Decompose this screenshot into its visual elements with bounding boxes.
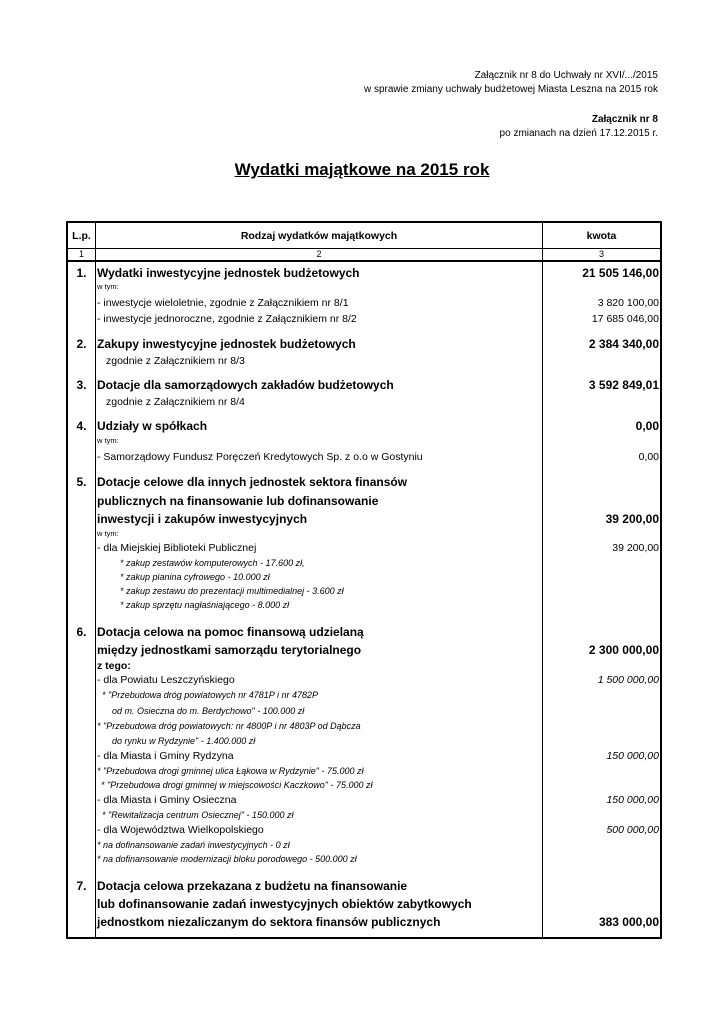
col-header-lp: L.p.: [72, 230, 91, 242]
section-3-lp: 3.: [76, 378, 87, 392]
section-6-sub-2a: * "Przebudowa drogi gminnej ulica Łąkowa w Rydzynie" - 75.000 zł: [97, 766, 364, 776]
section-6-sub-3a: * "Rewitalizacja centrum Osiecznej" - 150.000 zł: [102, 810, 294, 820]
section-6-item-3: - dla Miasta i Gminy Osieczna: [97, 794, 237, 806]
section-1-item-1-amount: 3 820 100,00: [597, 297, 659, 309]
section-6-item-4: - dla Województwa Wielkopolskiego: [97, 824, 264, 836]
section-5-sub-2: * zakup pianina cyfrowego - 10.000 zł: [120, 572, 270, 582]
section-7-title-line-1: Dotacja celowa przekazana z budżetu na finansowanie: [97, 879, 408, 893]
header-attachment-ref: Załącznik nr 8 do Uchwały nr XVI/.../2015: [474, 70, 658, 81]
page-title: Wydatki majątkowe na 2015 rok: [234, 160, 490, 179]
expenditure-table: [66, 221, 662, 939]
section-1-amount: 21 505 146,00: [582, 266, 659, 280]
col-number-3: 3: [598, 249, 604, 259]
section-5-title-line-3: inwestycji i zakupów inwestycyjnych: [97, 512, 308, 526]
section-3-amount: 3 592 849,01: [588, 378, 659, 392]
section-1-item-1: - inwestycje wieloletnie, zgodnie z Załącznikiem nr 8/1: [97, 297, 349, 309]
header-as-of-date: po zmianach na dzień 17.12.2015 r.: [499, 128, 658, 139]
section-2-lp: 2.: [76, 337, 87, 351]
section-6-item-4-amount: 500 000,00: [606, 824, 659, 836]
section-1-lp: 1.: [76, 266, 87, 280]
col-divider-lp: [95, 223, 96, 937]
section-5-item-1-amount: 39 200,00: [612, 542, 659, 554]
section-5-title-line-2: publicznych na finansowanie lub dofinansowanie: [97, 494, 379, 508]
section-6-title-line-2: między jednostkami samorządu terytorialnego: [97, 643, 362, 657]
section-7-title-line-2: lub dofinansowanie zadań inwestycyjnych obiektów zabytkowych: [97, 897, 472, 911]
section-6-amount: 2 300 000,00: [588, 643, 659, 657]
section-7-amount: 383 000,00: [598, 915, 659, 929]
section-6-item-2-amount: 150 000,00: [606, 750, 659, 762]
header-subject: w sprawie zmiany uchwały budżetowej Miasta Leszna na 2015 rok: [363, 84, 658, 95]
section-6-lp: 6.: [76, 625, 87, 639]
section-6-sub-1a: * "Przebudowa dróg powiatowych nr 4781P i nr 4782P: [102, 690, 318, 700]
header-attachment-number: Załącznik nr 8: [591, 114, 658, 125]
section-2-note: zgodnie z Załącznikiem nr 8/3: [106, 355, 245, 367]
col-number-2: 2: [316, 249, 322, 259]
section-1-wtym: w tym:: [97, 282, 119, 291]
section-6-item-1: - dla Powiatu Leszczyńskiego: [97, 674, 235, 686]
section-4-item-1: - Samorządowy Fundusz Poręczeń Kredytowych Sp. z o.o w Gostyniu: [97, 451, 423, 463]
section-1-title: Wydatki inwestycyjne jednostek budżetowych: [97, 266, 360, 280]
section-6-sub-1b: od m. Osieczna do m. Berdychowo" - 100.000 zł: [112, 706, 305, 716]
section-7-title-line-3: jednostkom niezaliczanym do sektora finansów publicznych: [97, 915, 441, 929]
section-6-sub-4b: * na dofinansowanie modernizacji bloku porodowego - 500.000 zł: [97, 854, 357, 864]
section-6-sub-2b: * "Przebudowa drogi gminnej w miejscowości Kaczkowo" - 75.000 zł: [101, 780, 373, 790]
section-5-sub-3: * zakup zestawu do prezentacji multimedialnej - 3.600 zł: [120, 586, 344, 596]
section-4-amount: 0,00: [635, 419, 659, 433]
section-6-item-3-amount: 150 000,00: [606, 794, 659, 806]
section-6-item-2: - dla Miasta i Gminy Rydzyna: [97, 750, 234, 762]
section-5-amount: 39 200,00: [605, 512, 659, 526]
section-5-title-line-1: Dotacje celowe dla innych jednostek sektora finansów: [97, 475, 408, 489]
col-number-1: 1: [78, 249, 84, 259]
section-6-title-line-1: Dotacja celowa na pomoc finansową udzielaną: [97, 625, 364, 639]
section-5-wtym: w tym:: [97, 529, 119, 538]
section-6-sub-1d: do rynku w Rydzynie" - 1.400.000 zł: [112, 736, 256, 746]
section-6-sub-4a: * na dofinansowanie zadań inwestycyjnych - 0 zł: [97, 840, 290, 850]
section-2-amount: 2 384 340,00: [588, 337, 659, 351]
section-5-lp: 5.: [76, 475, 87, 489]
section-5-sub-1: * zakup zestawów komputerowych - 17.600 zł,: [120, 558, 305, 568]
section-5-item-1: - dla Miejskiej Biblioteki Publicznej: [97, 542, 257, 554]
section-1-item-2-amount: 17 685 046,00: [591, 313, 659, 325]
section-4-lp: 4.: [76, 419, 87, 433]
section-5-sub-4: * zakup sprzętu nagłaśniającego - 8.000 zł: [120, 600, 290, 610]
number-row-divider: [68, 260, 660, 262]
section-4-title: Udziały w spółkach: [97, 419, 208, 433]
section-6-ztego: z tego:: [97, 660, 131, 672]
section-6-item-1-amount: 1 500 000,00: [597, 674, 659, 686]
col-header-kwota: kwota: [586, 230, 617, 242]
col-header-rodzaj: Rodzaj wydatków majątkowych: [240, 230, 398, 242]
section-2-title: Zakupy inwestycyjne jednostek budżetowych: [97, 337, 356, 351]
section-3-title: Dotacje dla samorządowych zakładów budżetowych: [97, 378, 394, 392]
section-4-item-1-amount: 0,00: [638, 451, 659, 463]
section-1-item-2: - inwestycje jednoroczne, zgodnie z Załącznikiem nr 8/2: [97, 313, 357, 325]
section-6-sub-1c: * "Przebudowa dróg powiatowych: nr 4800P i nr 4803P od Dąbcza: [97, 721, 361, 731]
section-3-note: zgodnie z Załącznikiem nr 8/4: [106, 396, 245, 408]
section-4-wtym: w tym:: [97, 436, 119, 445]
section-7-lp: 7.: [76, 879, 87, 893]
